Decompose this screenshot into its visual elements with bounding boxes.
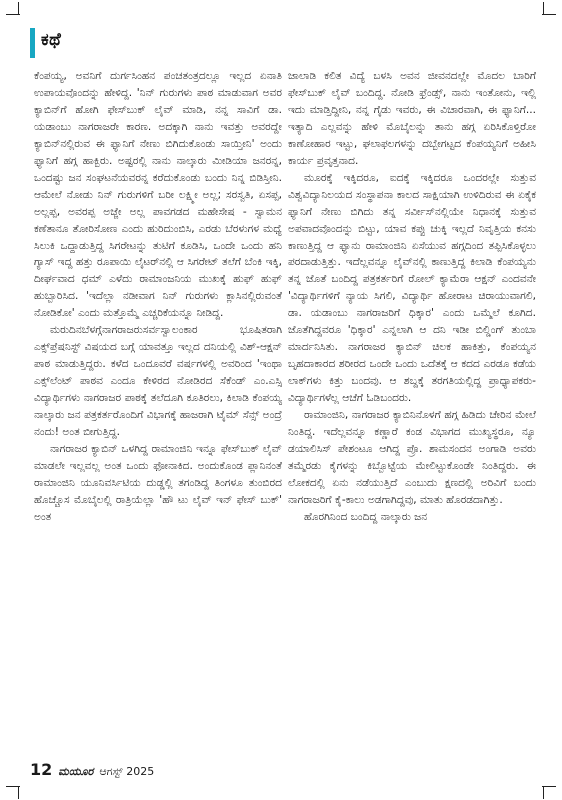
page-number: 12 xyxy=(30,760,53,779)
section-accent-bar xyxy=(30,28,35,58)
crop-mark xyxy=(543,787,544,799)
paragraph: ಮೂರಕ್ಕೆ ಇಕ್ಕಿದರೂ, ಐದಕ್ಕೆ ಇಕ್ಕಿದರೂ ಒಂದರಲ್ಲೇ ಸುತ್ತುವ ವಿಶ್ವವಿದ್ಯಾನಿಲಯದ ಸಂಸ್ಥಾಪನಾ ಕಾಲದ ಸಾಕ್ಷಿಯಾಗಿ ಉಳಿದಿರುವ ಈ ಏಕೈಕ ಫ್ಯಾನಿಗೆ ನೇಣು ಬಿಗಿದು ತನ್ನ ಸರ್ವೀಸ್‌ನಲ್ಲಿಯೇ ನಿಧಾನಕ್ಕೆ ಸುತ್ತುವ ಅಪವಾದವೊಂದನ್ನು ಬಿಟ್ಟು, ಯಾವ ಕಪ್ಪು ಚುಕ್ಕಿ ಇಲ್ಲದೆ ನಿವೃತ್ತಿಯ ಕನಸು ಕಾಣುತ್ತಿದ್ದ ಆ ಫ್ಯಾನು ರಾಮಾಂಜಿನಿ ಏಸೆಯುವ ಹಗ್ಗದಿಂದ ತಪ್ಪಿಸಿಕೊಳ್ಳಲು ಪರದಾಡುತ್ತಿತ್ತು. ಇದೆಲ್ಲವನ್ನೂ ಲೈವ್‌ನಲ್ಲಿ ಕಾಣುತ್ತಿದ್ದ ಕಿಲಾಡಿ ಕೆಂಪಯ್ಯನು ತನ್ನ ಜೊತೆ ಬಂದಿದ್ದ ಪತ್ರಕರ್ತರಿಗೆ ರೋಲ್ ಕ್ಯಾಮೆರಾ ಆಕ್ಷನ್ ಎಂದವನೇ 'ವಿದ್ಯಾರ್ಥಿಗಳಿಗೆ ನ್ಯಾಯ ಸಿಗಲಿ, ವಿದ್ಯಾರ್ಥಿ ಹೋರಾಟ ಚಿರಾಯುವಾಗಲಿ, ಡಾ. ಯಡಾಂಬು ನಾಗರಾಜರಿಗೆ ಧಿಕ್ಕಾರ' ಎಂದು ಒಮ್ಮೆಲೆ ಕೂಗಿದ. ಜೊತೆಗಿದ್ದವರೂ 'ಧಿಕ್ಕಾರ' ಎನ್ನಲಾಗಿ ಆ ದನಿ ಇಡೀ ಬಿಲ್ಡಿಂಗ್ ತುಂಬಾ ಮಾರ್ದನಿಸಿತು. ನಾಗರಾಜರ ಕ್ಯಾಬಿನ್ ಚಿಲಕ ಹಾಕಿತ್ತು, ಕೆಂಪಯ್ಯನ ಬೃಹದಾಕಾರದ ಶರೀರದ ಒಂದೇ ಒಂದು ಒದೆತಕ್ಕೆ ಆ ಕದದ ಎರಡೂ ಕಡೆಯ ಲಾಕ್‌ಗಳು ಕಿತ್ತು ಬಂದವು. ಆ ಶಬ್ದಕ್ಕೆ ತರಗತಿಯಲ್ಲಿದ್ದ ಪ್ರಾಧ್ಯಾಪಕರು-ವಿದ್ಯಾರ್ಥಿಗಳೆಲ್ಲ ಆಚೆಗೆ ಓಡಿಬಂದರು. xyxy=(288,171,536,405)
paragraph: ಹೊರಗಿನಿಂದ ಬಂದಿದ್ದ ನಾಲ್ಕಾರು ಜನ xyxy=(304,510,428,523)
article-column-right xyxy=(288,68,536,526)
paragraph: ಜಾಲಾಡಿ ಕಲಿತ ವಿದ್ಯೆ ಬಳಸಿ ಅವನ ಜೀವನದಲ್ಲೇ ಮೊದಲ ಬಾರಿಗೆ ಫೇಸ್‌ಬುಕ್ ಲೈವ್ ಬಂದಿದ್ದ. ನೋಡಿ ಫ್ರೆಂಡ್ಸ್, ನಾನು ಇಂತೋನು, ಇಲ್ಲಿ ಇದು ಮಾಡ್ತಿದ್ದೀನಿ, ನನ್ನ ಗೈಡು ಇವರು, ಈ ವಿಚಾರವಾಗಿ, ಈ ಫ್ಯಾನಿಗೆ... ಇತ್ಯಾದಿ ಎಲ್ಲವನ್ನು ಹೇಳಿ ಮೊಬೈಲನ್ನು ತಾನು ಹಗ್ಗ ಏರಿಸಿಕೊಳ್ತಿರೋ ಕಾಣೋಹಾರ ಇಟ್ಟು, ಘಲಾಫಲಗಳನ್ನು ದಬ್ಬೇಗಟ್ಟದ ಕೆಂಪಯ್ಯನಿಗೆ ಅಹೀಸಿ ಕಾರ್ಯ ಪ್ರವೃತ್ತನಾದ. xyxy=(288,70,536,167)
crop-mark xyxy=(18,787,19,799)
crop-mark xyxy=(543,2,544,14)
paragraph: ಕೆಂಪಯ್ಯ, ಅವನಿಗೆ ದುರ್ಗಸಿಂಹನ ಪಂಚತಂತ್ರದಲ್ಲೂ ಇಲ್ಲದ ಏನಾತಿ ಉಪಾಯವೊಂದನ್ನು ಹೇಳಿದ್ದ. 'ನಿನ್ ಗುರುಗಳು ಪಾಠ ಮಾಡುವಾಗ ಅವರ ಕ್ಯಾಬಿನ್‌ಗೆ ಹೋಗಿ ಫೇಸ್‌ಬುಕ್ ಲೈವ್ ಮಾಡಿ, ನನ್ನ ಸಾವಿಗೆ ಡಾ. ಯಡಾಂಬು ನಾಗರಾಜರೇ ಕಾರಣ. ಅದಕ್ಕಾಗಿ ನಾನು ಇವತ್ತು ಅವರದ್ದೇ ಕ್ಯಾಬಿನ್‌ನಲ್ಲಿರುವ ಈ ಫ್ಯಾನಿಗೆ ನೇಣು ಬಿಗಿದುಕೊಂಡು ಸಾಯ್ತೀನಿ' ಅಂದು ಫ್ಯಾನಿಗೆ ಹಗ್ಗ ಹಾಕ್ಬಿರು. ಅಷ್ಟರಲ್ಲಿ ನಾನು ನಾಲ್ಕಾರು ಮೀಡಿಯಾ ಜನರನ್ನ, ಒಂದಷ್ಟು ಜನ ಸಂಘಟನೆಯವರನ್ನ ಕರೆದುಕೊಂಡು ಬಂದು ನಿನ್ನ ಬಿಡಿಸ್ತೀನಿ. ಆಮೇಲೆ ನೋಡು ನಿನ್ ಗುರುಗಳಿಗೆ ಬರೀ ಲಕ್ಷ್ಮೀ ಅಲ್ಲ; ಸರಸ್ವತಿ, ಏಸಪ್ಪ, ಅಲ್ಲಪ್ಪ, ಅವರಪ್ಪ ಅಜ್ಜೇ ಅಲ್ಲ ಪಾವಗಡದ ಮಹೇಸೇಷ - ಸ್ವಾಮನ ಕಣೆತಾನೂ ತೋರಿಸೋಣ ಎಂದು ಹುರಿದುಂಬಿಸಿ, ಎರಡು ಬೆರಳುಗಳ ಮಧ್ಯೆ ಸಿಲುಕಿ ಒದ್ದಾಡುತ್ತಿದ್ದ ಸಿಗರೇಟನ್ನು ತುಟಿಗೆ ಕೂಡಿಸಿ, ಒಂದೇ ಒಂದು ಹನಿ ಗ್ಯಾಸ್ ಇದ್ದ ಹತ್ತು ರೂಪಾಯಿ ಲೈಟರ್‌ನಲ್ಲಿ ಆ ಸಿಗರೇಟ್ ತಲೆಗೆ ಬೆಂಕಿ ಇಕ್ಕಿ, ದೀರ್ಘವಾದ ಧಮ್ ಎಳೆದು ರಾಮಾಂಜನಿಯ ಮುಖಕ್ಕೆ ಹುಫ್ ಹುಫ್ ಹುಬ್ಬಾರಿಸಿದ. 'ಇದೆಲ್ಲಾ ನಡೀವಾಗ ನಿನ್ ಗುರುಗಳು ಕ್ಲಾಸಿನಲ್ಲಿರುವಂತೆ ನೋಡಿಕೋ' ಎಂದು ಮತ್ತೊಮ್ಮೆ ಎಚ್ಚರಿಕೆಯನ್ನೂ ನೀಡಿದ್ದ. xyxy=(34,70,282,320)
crop-mark xyxy=(18,2,19,14)
paragraph: ಮರುದಿನಬೆಳಗ್ಗೆನಾಗರಾಜರುಸರ್ವಸ್ವಾಲಂಕಾರ ಭೂಷಿತರಾಗಿ ಎಕ್ಸ್‌ಪ್ರೆಷನಿಸ್ಟ್ ವಿಷಯದ ಬಗ್ಗೆ ಯಾವತ್ತೂ ಇಲ್ಲದ ದನಿಯಲ್ಲಿ ವಿಶ್-ಆಕ್ಷನ್ ಪಾಠ ಮಾಡುತ್ತಿದ್ದರು. ಕಳೆದ ಒಂದೂವರೆ ವರ್ಷಗಳಲ್ಲಿ ಅವರಿಂದ 'ಇಂಥಾ ಎಕ್ಸ್‌ಲೆಂಟ್ ಪಾಠವ ಎಂದೂ ಕೇಳಿರದ ನೋಡಿರದ ಸೆಕೆಂಡ್ ಎಂ.ಎಸ್ಸಿ ವಿದ್ಯಾರ್ಥಿಗಳು ನಾಗರಾಜರ ಪಾಠಕ್ಕೆ ತಲೆದೂಗಿ ಕೂತಿರಲು, ಕಿಲಾಡಿ ಕೆಂಪಯ್ಯ ನಾಲ್ಕಾರು ಜನ ಪತ್ರಕರ್ತರೊಂದಿಗೆ ವಿಭಾಗಕ್ಕೆ ಹಾಜರಾಗಿ ಟೈಮ್ ಸೆನ್ಸ್ ಅಂದ್ರೆ ನಂದು! ಅಂತ ಬೀಗುತ್ತಿದ್ದ. xyxy=(34,324,282,439)
crop-mark xyxy=(6,14,20,15)
crop-mark xyxy=(542,786,556,787)
page-footer xyxy=(30,760,154,779)
crop-mark xyxy=(542,14,556,15)
paragraph: ರಾಮಾಂಜಿನಿ, ನಾಗರಾಜರ ಕ್ಯಾಬಿನಿನೊಳಗೆ ಹಗ್ಗ ಹಿಡಿದು ಚೇರಿನ ಮೇಲೆ ನಿಂತಿದ್ದ. ಇದೆಲ್ಲವನ್ನೂ ಕಣ್ಣಾರೆ ಕಂಡ ವಿಭಾಗದ ಮುಖ್ಯಸ್ಥರೂ, ನ್ಯೂ ಡಯಾಲಿಸಿಸ್ ಪೇಶಂಟೂ ಆಗಿದ್ದ ಪ್ರೊ. ಶಾಮಸಂದನ ಅಂಗಾಡಿ ಅವರು ತಮ್ಮೆರಡು ಕೈಗಳನ್ನು ಕಿಬ್ಬೊಟ್ಟೆಯ ಮೇಲಿಟ್ಟುಕೊಂಡೇ ನಿಂತಿದ್ದರು. ಈ ಲೋಕದಲ್ಲಿ ಏನು ನಡೆಯುತ್ತಿದೆ ಎಂಬುದು ಕ್ಷಣದಲ್ಲಿ ಅರಿವಿಗೆ ಬಂದು ನಾಗರಾಜರಿಗೆ ಕೈ-ಕಾಲು ಅಡಗಾಗಿದ್ದವು, ಮಾತು ಹೊರಡದಾಗಿತ್ತು. xyxy=(288,409,536,506)
magazine-logo: ಮಯೂರ xyxy=(58,765,94,778)
section-title: ಕಥೆ xyxy=(41,30,62,50)
issue-date: ಆಗಸ್ಟ್ 2025 xyxy=(99,765,155,778)
paragraph: ನಾಗರಾಜರ ಕ್ಯಾಬಿನ್ ಒಳಗಿದ್ದ ರಾಮಾಂಜಿನಿ ಇನ್ನೂ ಫೇಸ್‌ಬುಕ್ ಲೈವ್ ಮಾಡಲೇ ಇಲ್ಲವಲ್ಲ ಅಂತ ಒಂದು ಫೋನಾಕಿದ. ಅಂದುಕೊಂಡ ಪ್ಲಾನಿನಂತೆ ರಾಮಾಂಜಿನಿ ಯೂನಿವರ್ಸಿಟಿಯ ದುಡ್ಡಲ್ಲಿ ತಗಂಡಿದ್ದ ತಿಂಗಳೂ ತುಂಬಿರದ ಹೊಚ್ಚೊಸ ಮೊಬೈಲಲ್ಲಿ ರಾತ್ರಿಯೆಲ್ಲಾ 'ಹೌ ಟು ಲೈವ್ ಇನ್ ಫೇಸ್ ಬುಕ್' ಅಂತ xyxy=(34,442,282,523)
article-column-left xyxy=(34,68,282,526)
